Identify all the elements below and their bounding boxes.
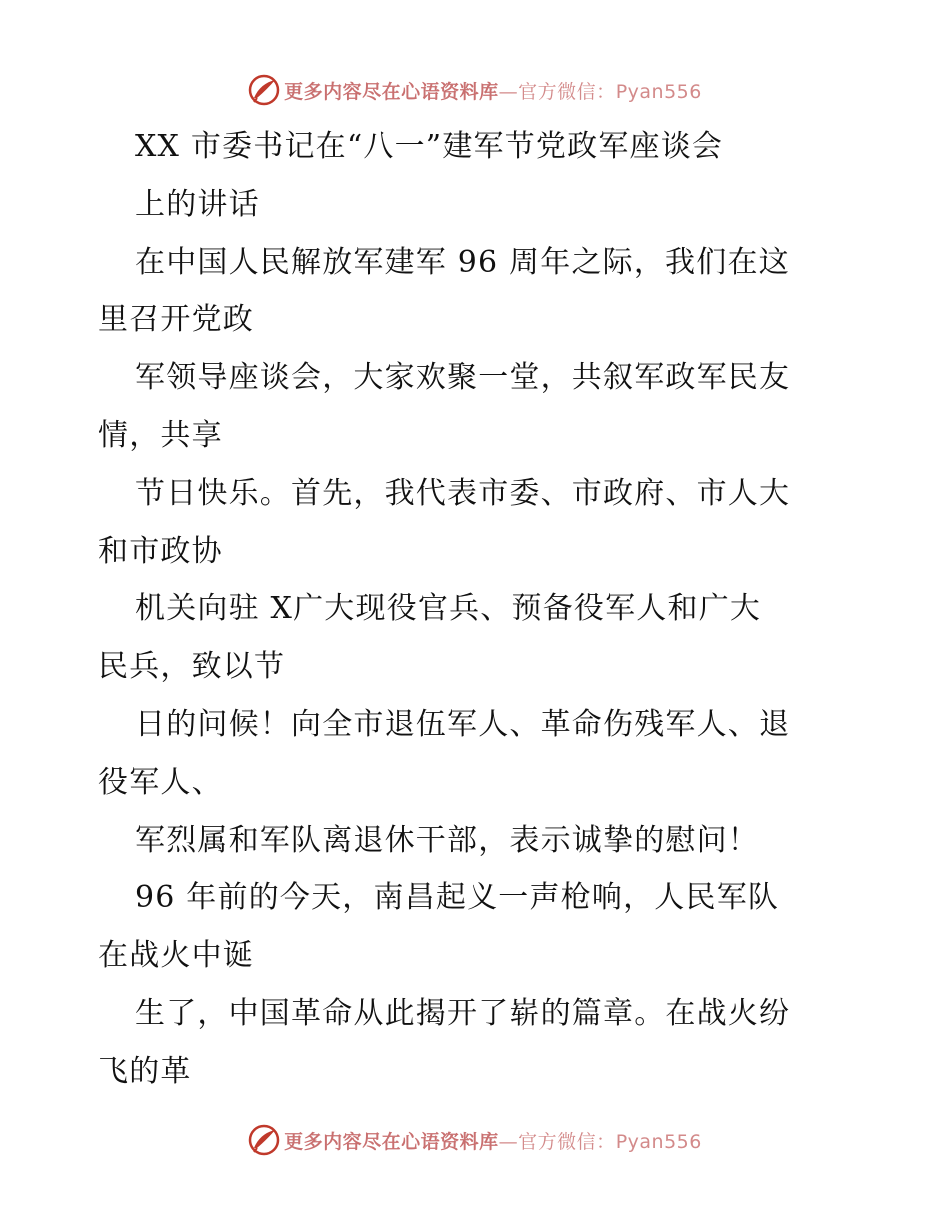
paragraph-line: 96 年前的今天，南昌起义一声枪响，人民军队 [135, 880, 780, 916]
paragraph-line: 军领导座谈会，大家欢聚一堂，共叙军政军民友 [135, 360, 791, 396]
paragraph-line: 在战火中诞 [98, 938, 254, 974]
paragraph-line: 在中国人民解放军建军 96 周年之际，我们在这 [135, 244, 790, 280]
watermark-text: 更多内容尽在心语资料库—官方微信：Pyan556 [284, 80, 702, 103]
paragraph-line: 役军人、 [98, 764, 223, 800]
document-body [98, 118, 878, 1101]
paragraph-line: 节日快乐。首先，我代表市委、市政府、市人大 [135, 475, 791, 511]
pen-logo-icon [248, 74, 280, 106]
paragraph-line: 里召开党政 [98, 302, 254, 338]
paragraph-line: 日的问候！向全市退伍军人、革命伤残军人、退 [135, 706, 791, 742]
paragraph-line: 机关向驻 X广大现役官兵、预备役军人和广大 [135, 591, 762, 627]
paragraph-line: 飞的革 [98, 1053, 192, 1089]
document-title-line-1: XX 市委书记在“八一”建军节党政军座谈会 [135, 129, 724, 164]
watermark-banner-bottom [0, 1122, 950, 1158]
pen-logo-icon [248, 1124, 280, 1156]
paragraph-line: 和市政协 [98, 533, 223, 569]
paragraph-line: 军烈属和军队离退休干部，表示诚挚的慰问！ [135, 822, 759, 858]
paragraph-line: 生了，中国革命从此揭开了崭的篇章。在战火纷 [135, 995, 791, 1031]
watermark-text: 更多内容尽在心语资料库—官方微信：Pyan556 [284, 1130, 702, 1153]
document-title-line-2: 上的讲话 [135, 186, 260, 222]
paragraph-line: 情，共享 [98, 417, 223, 453]
watermark-banner-top [0, 72, 950, 108]
paragraph-line: 民兵，致以节 [98, 649, 286, 685]
